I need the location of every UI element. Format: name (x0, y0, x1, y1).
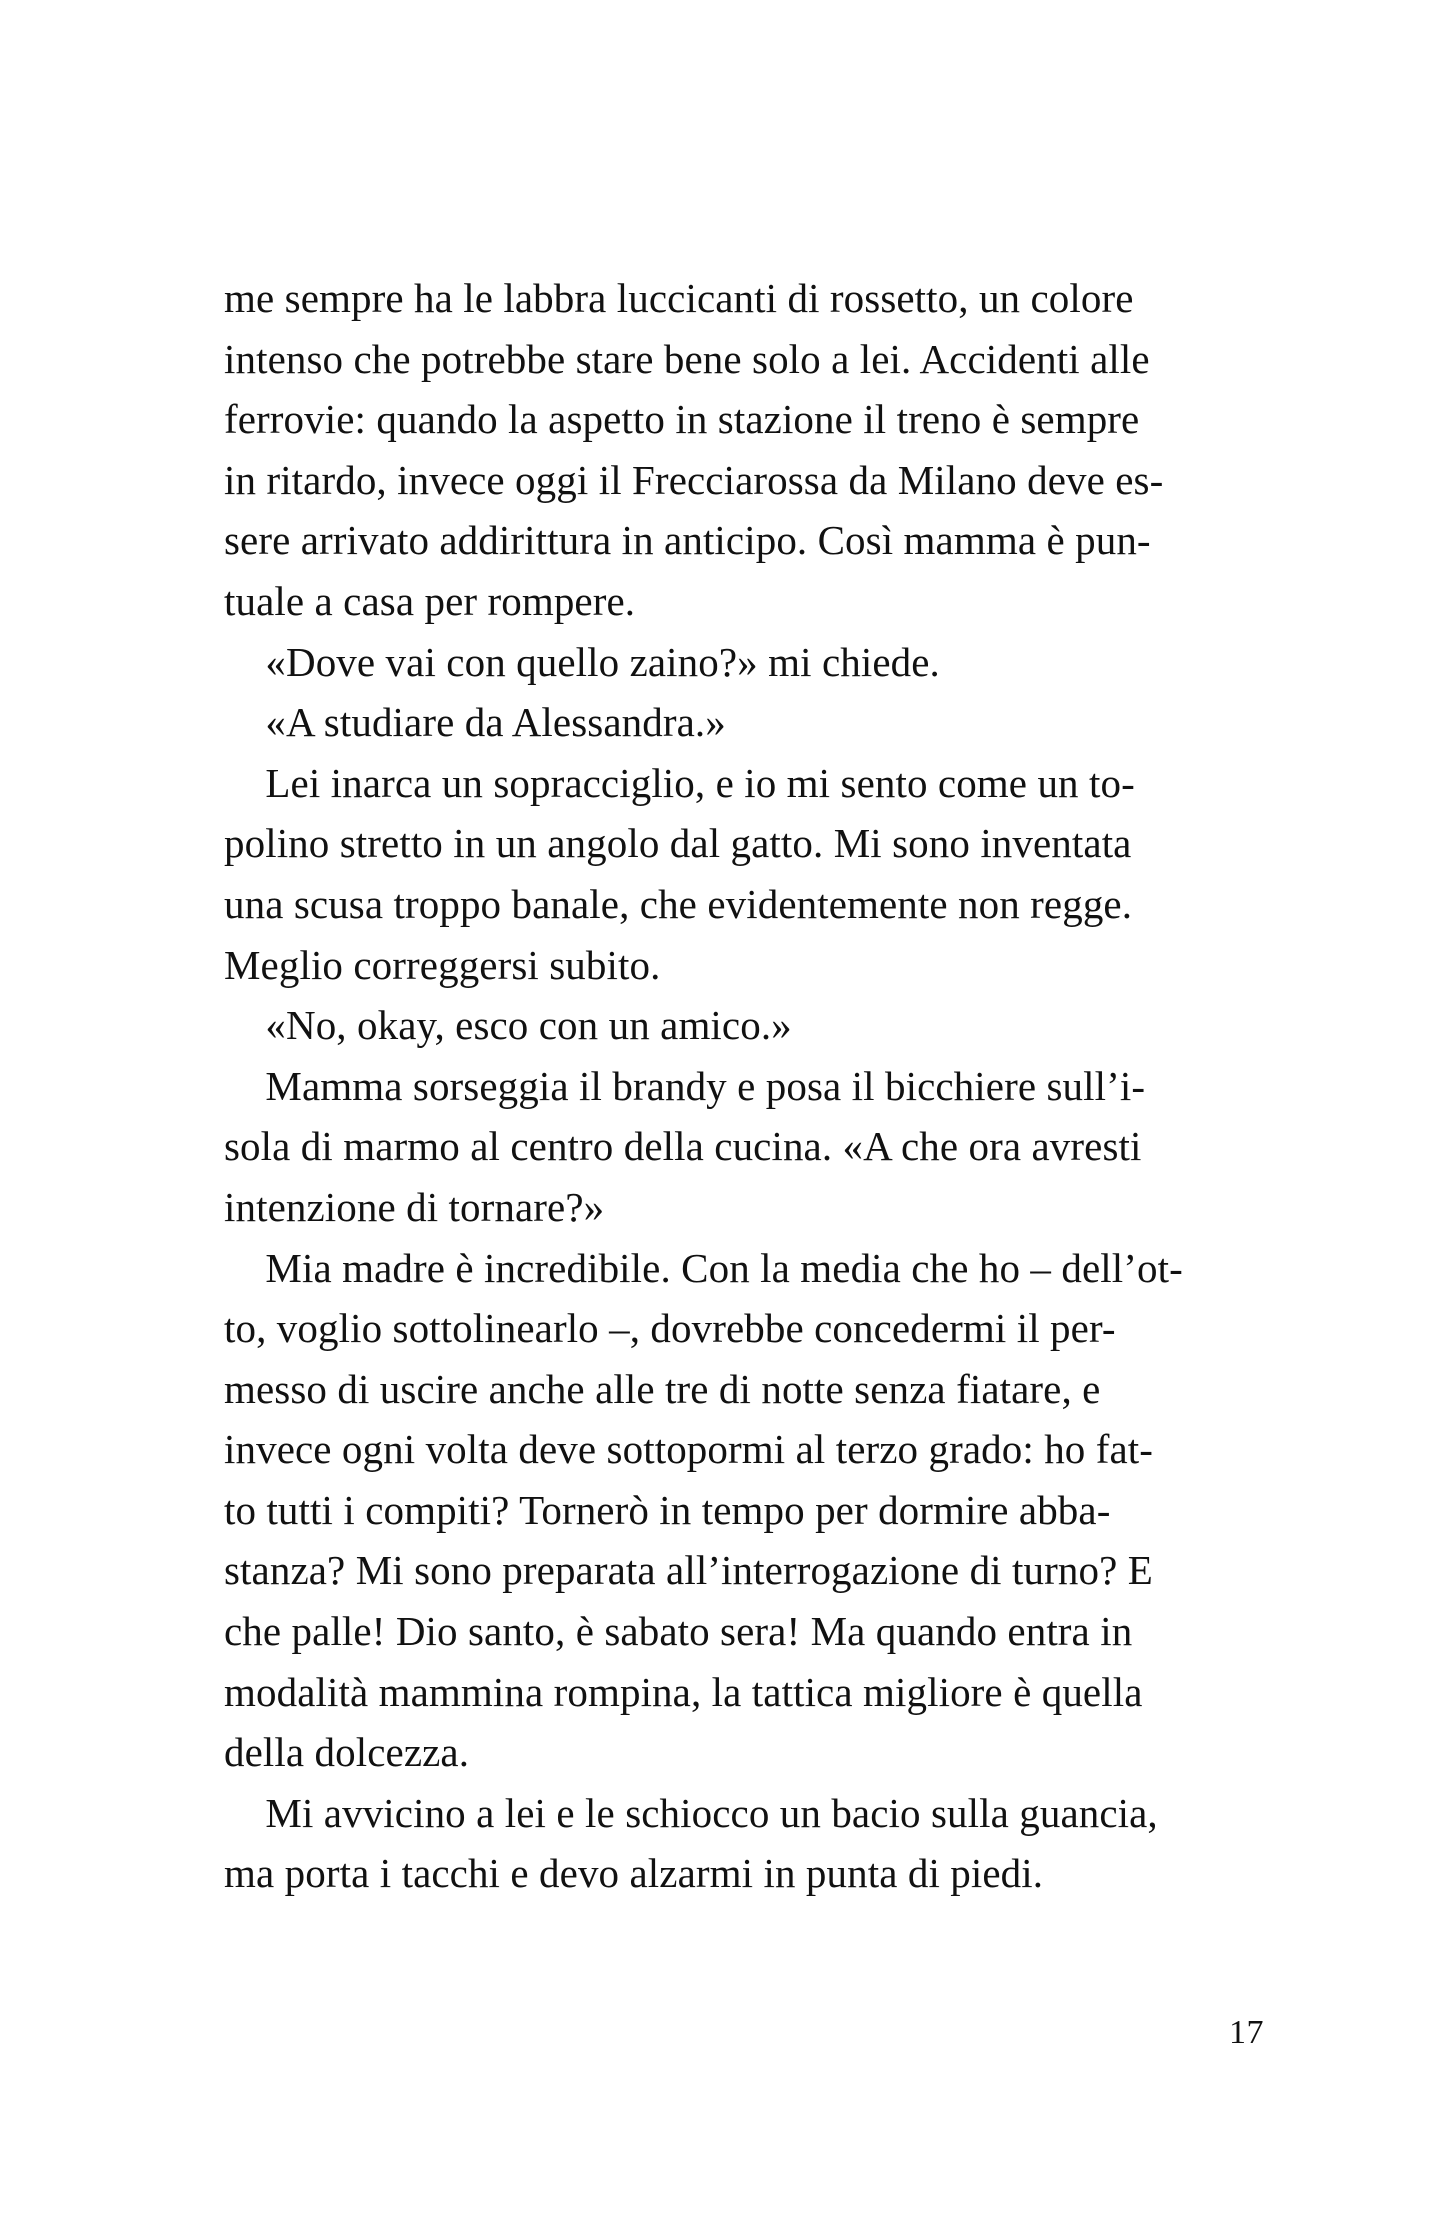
body-line: «A studiare da Alessandra.» (224, 699, 726, 746)
body-line: Mia madre è incredibile. Con la media che ho – dell’ot- (224, 1244, 1183, 1291)
page-number: 17 (1229, 2014, 1264, 2051)
body-line: modalità mammina rompina, la tattica migliore è quella (224, 1668, 1143, 1715)
body-line: Mi avvicino a lei e le schiocco un bacio sulla guancia, (224, 1789, 1158, 1836)
body-line: della dolcezza. (224, 1729, 470, 1776)
body-line: messo di uscire anche alle tre di notte senza fiatare, e (224, 1365, 1101, 1412)
body-line: «No, okay, esco con un amico.» (224, 1002, 792, 1049)
body-line: tuale a casa per rompere. (224, 577, 636, 624)
body-line: in ritardo, invece oggi il Frecciarossa da Milano deve es- (224, 456, 1164, 503)
body-text-block (224, 268, 1264, 1904)
body-line: «Dove vai con quello zaino?» mi chiede. (224, 638, 940, 685)
body-line: una scusa troppo banale, che evidentemente non regge. (224, 880, 1133, 927)
body-line: intenzione di tornare?» (224, 1183, 605, 1230)
body-line: me sempre ha le labbra luccicanti di rossetto, un colore (224, 275, 1134, 321)
body-line: Lei inarca un sopracciglio, e io mi sento come un to- (224, 759, 1135, 806)
body-line: stanza? Mi sono preparata all’interrogazione di turno? E (224, 1547, 1153, 1594)
body-line: Meglio correggersi subito. (224, 941, 661, 988)
body-line: che palle! Dio santo, è sabato sera! Ma quando entra in (224, 1608, 1133, 1655)
body-line: ferrovie: quando la aspetto in stazione il treno è sempre (224, 396, 1140, 443)
body-line: invece ogni volta deve sottopormi al terzo grado: ho fat- (224, 1426, 1154, 1473)
body-line: to, voglio sottolinearlo –, dovrebbe concedermi il per- (224, 1305, 1116, 1352)
body-line: to tutti i compiti? Tornerò in tempo per dormire abba- (224, 1486, 1111, 1533)
body-line: sere arrivato addirittura in anticipo. Così mamma è pun- (224, 517, 1151, 564)
body-line: Mamma sorseggia il brandy e posa il bicchiere sull’i- (224, 1062, 1146, 1109)
body-line: ma porta i tacchi e devo alzarmi in punta di piedi. (224, 1850, 1044, 1897)
body-line: intenso che potrebbe stare bene solo a lei. Accidenti alle (224, 335, 1150, 382)
body-line: polino stretto in un angolo dal gatto. Mi sono inventata (224, 820, 1132, 867)
body-line: sola di marmo al centro della cucina. «A che ora avresti (224, 1123, 1142, 1170)
